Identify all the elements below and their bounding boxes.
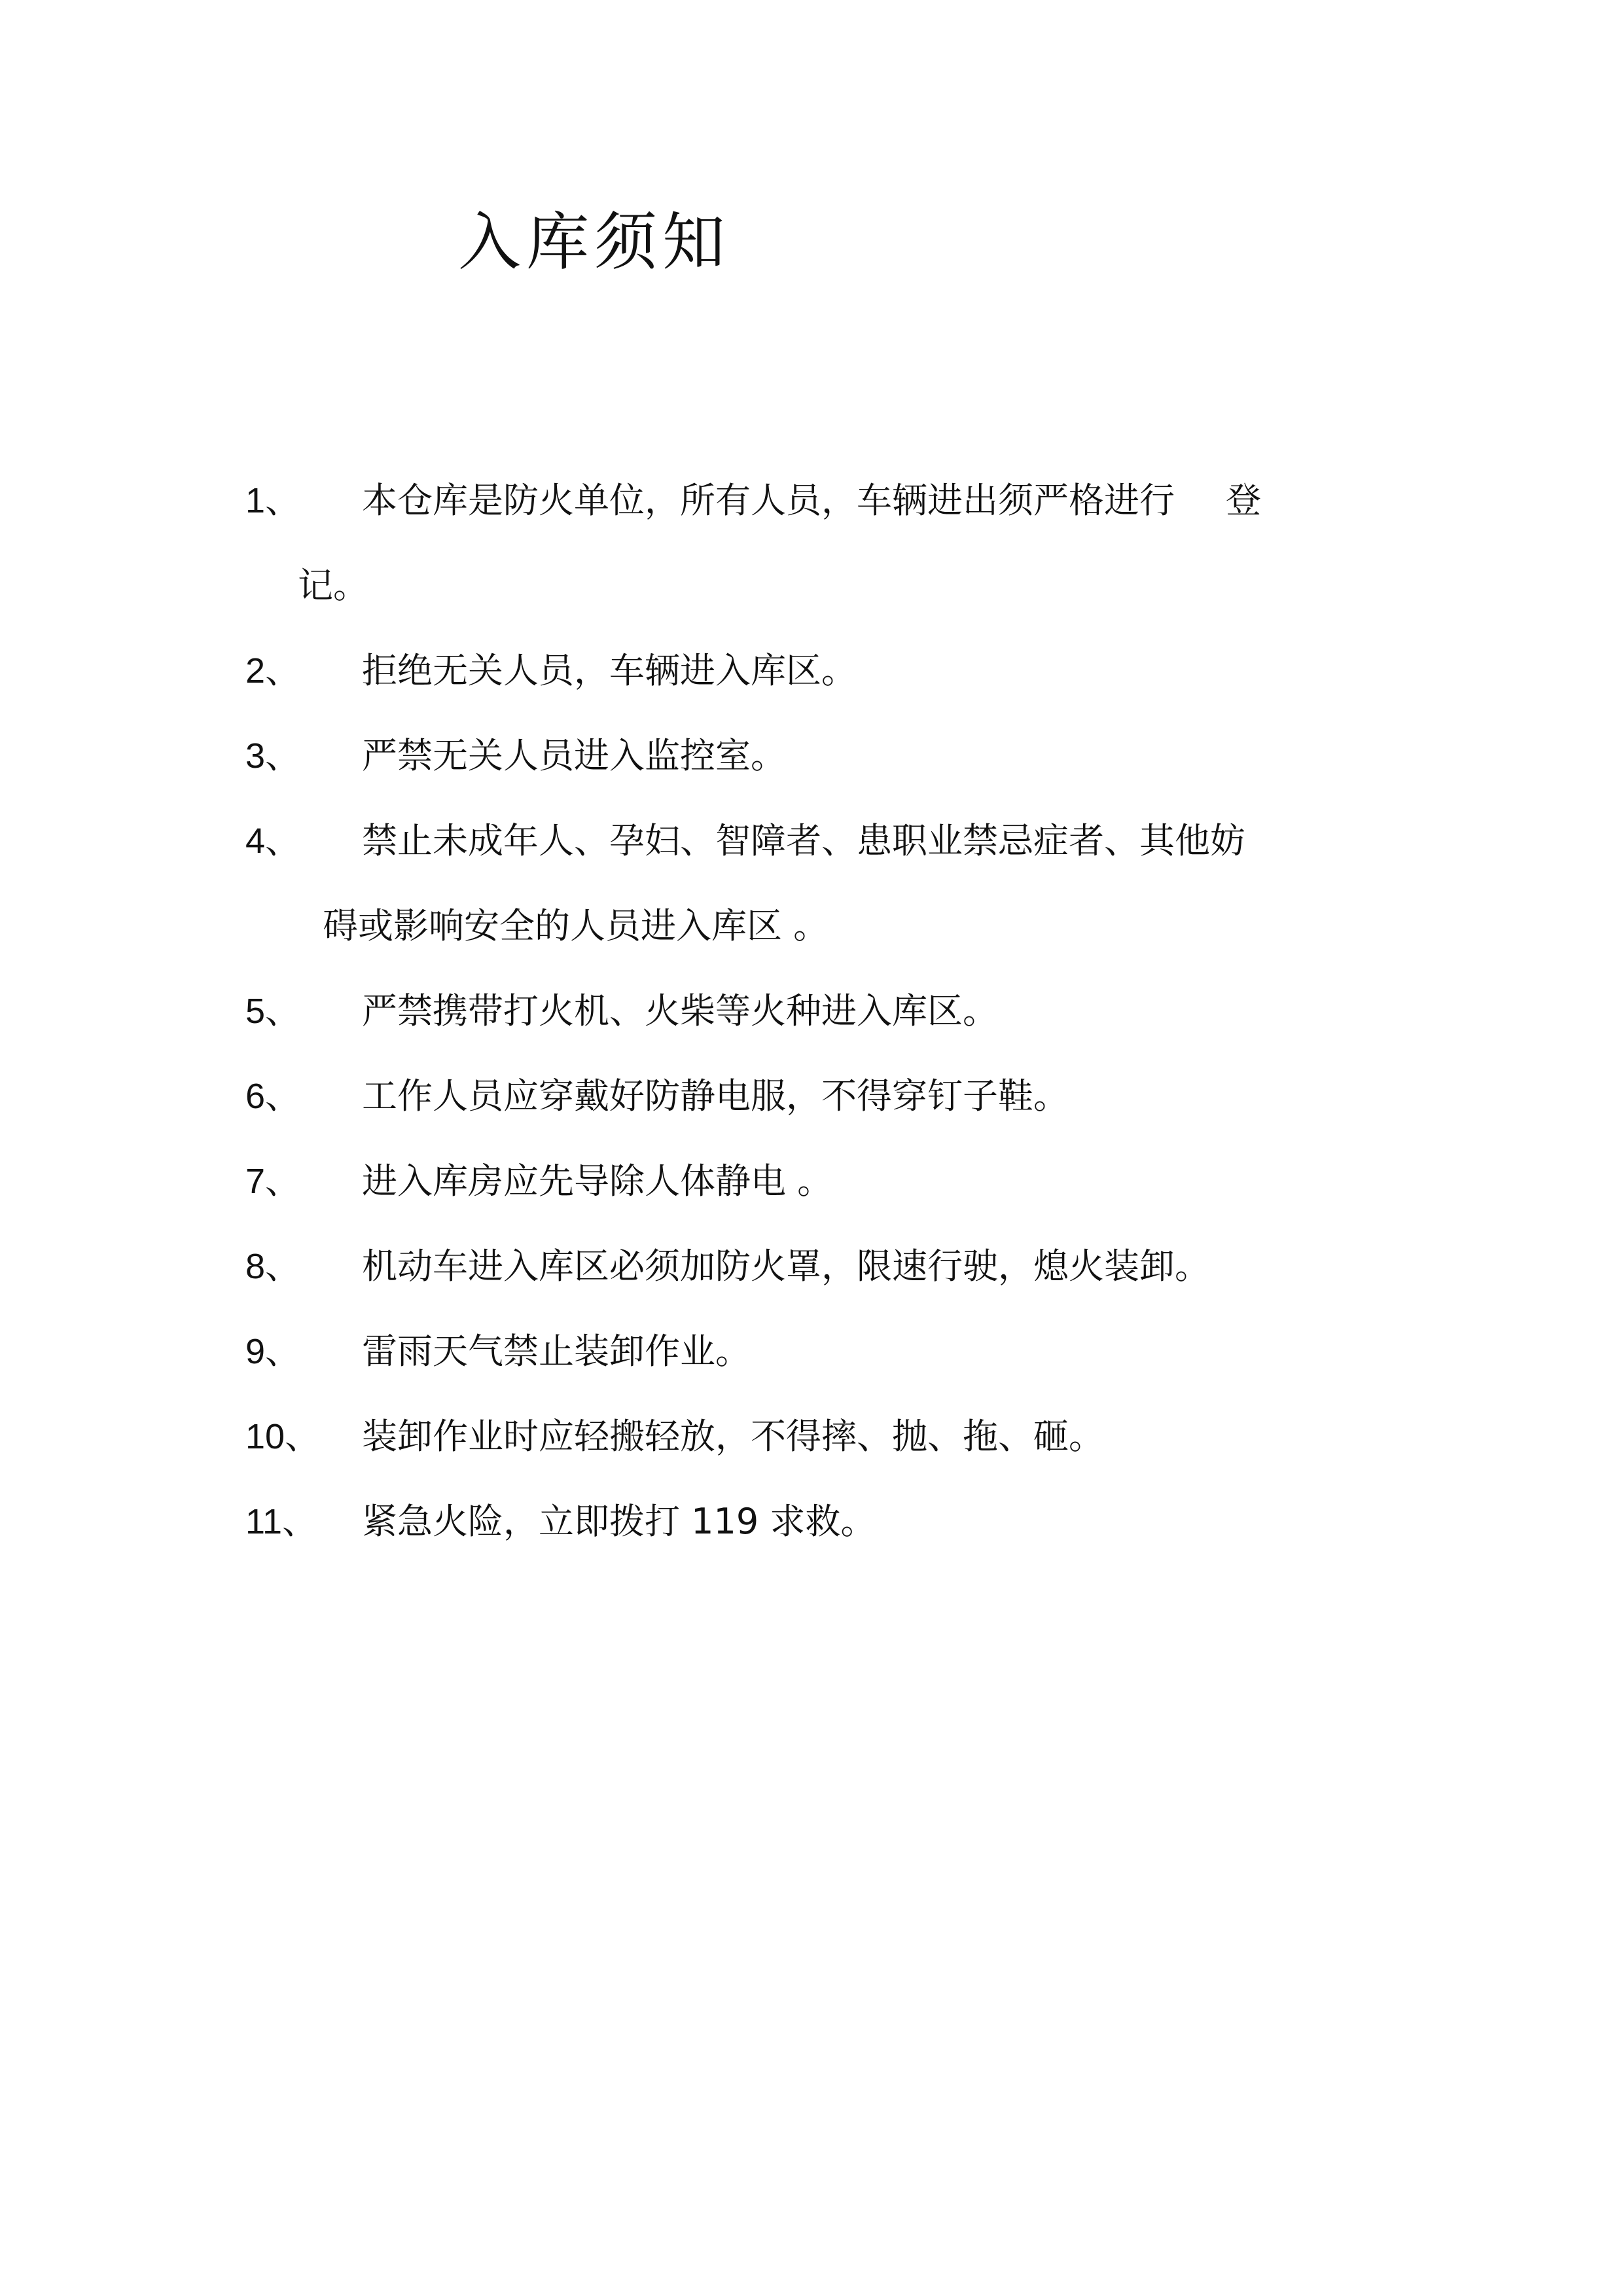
rule-text: 紧急火险，立即拨打 119 求救。: [362, 1501, 876, 1542]
rule-number: 3、: [245, 736, 301, 776]
rule-number: 1、: [245, 481, 301, 520]
rule-item-3: [245, 713, 1397, 798]
rule-text: 机动车进入库区必须加防火罩，限速行驶，熄火装卸。: [362, 1246, 1210, 1287]
rule-number: 11、: [245, 1502, 318, 1541]
rule-text: 严禁无关人员进入监控室。: [362, 735, 786, 776]
rule-number: 7、: [245, 1162, 301, 1201]
rule-text: 进入库房应先导除人体静电 。: [362, 1160, 833, 1202]
rule-item-9: [245, 1309, 1397, 1394]
rule-text: [245, 458, 1397, 543]
rule-text: 工作人员应穿戴好防静电服，不得穿钉子鞋。: [362, 1075, 1069, 1117]
rule-number: 10、: [245, 1417, 321, 1456]
rule-text-continuation: 碍或影响安全的人员进入库区 。: [323, 905, 829, 946]
rule-number: 8、: [245, 1247, 301, 1286]
rule-item-7: [245, 1139, 1397, 1224]
page-title: 入库须知: [458, 206, 730, 279]
rule-number: 9、: [245, 1332, 301, 1371]
rule-text-part: 本仓库是防火单位，所有人员，车辆进出须严格进行: [362, 480, 1175, 521]
rules-list: [245, 458, 1397, 1564]
rule-item-5: [245, 969, 1397, 1054]
rule-number: 4、: [245, 821, 301, 861]
rule-text-continuation: 记。: [298, 565, 368, 606]
rule-text: 拒绝无关人员，车辆进入库区。: [362, 650, 857, 691]
rule-text: 严禁携带打火机、火柴等火种进入库区。: [362, 990, 998, 1031]
rule-item-4: [245, 798, 1397, 969]
rule-item-1: [245, 458, 1397, 628]
rule-item-8: [245, 1224, 1397, 1309]
rule-text: 装卸作业时应轻搬轻放，不得摔、抛、拖、砸。: [362, 1416, 1104, 1457]
rule-item-2: [245, 628, 1397, 713]
rule-text: 雷雨天气禁止装卸作业。: [362, 1331, 751, 1372]
rule-number: 2、: [245, 651, 301, 691]
rule-text-part: 登: [1226, 480, 1261, 521]
rule-text: 禁止未成年人、孕妇、智障者、患职业禁忌症者、其他妨: [362, 820, 1245, 861]
rule-item-11: [245, 1479, 1397, 1564]
rule-item-6: [245, 1054, 1397, 1139]
rule-item-10: [245, 1394, 1397, 1479]
rule-number: 6、: [245, 1077, 301, 1116]
rule-number: 5、: [245, 992, 301, 1031]
